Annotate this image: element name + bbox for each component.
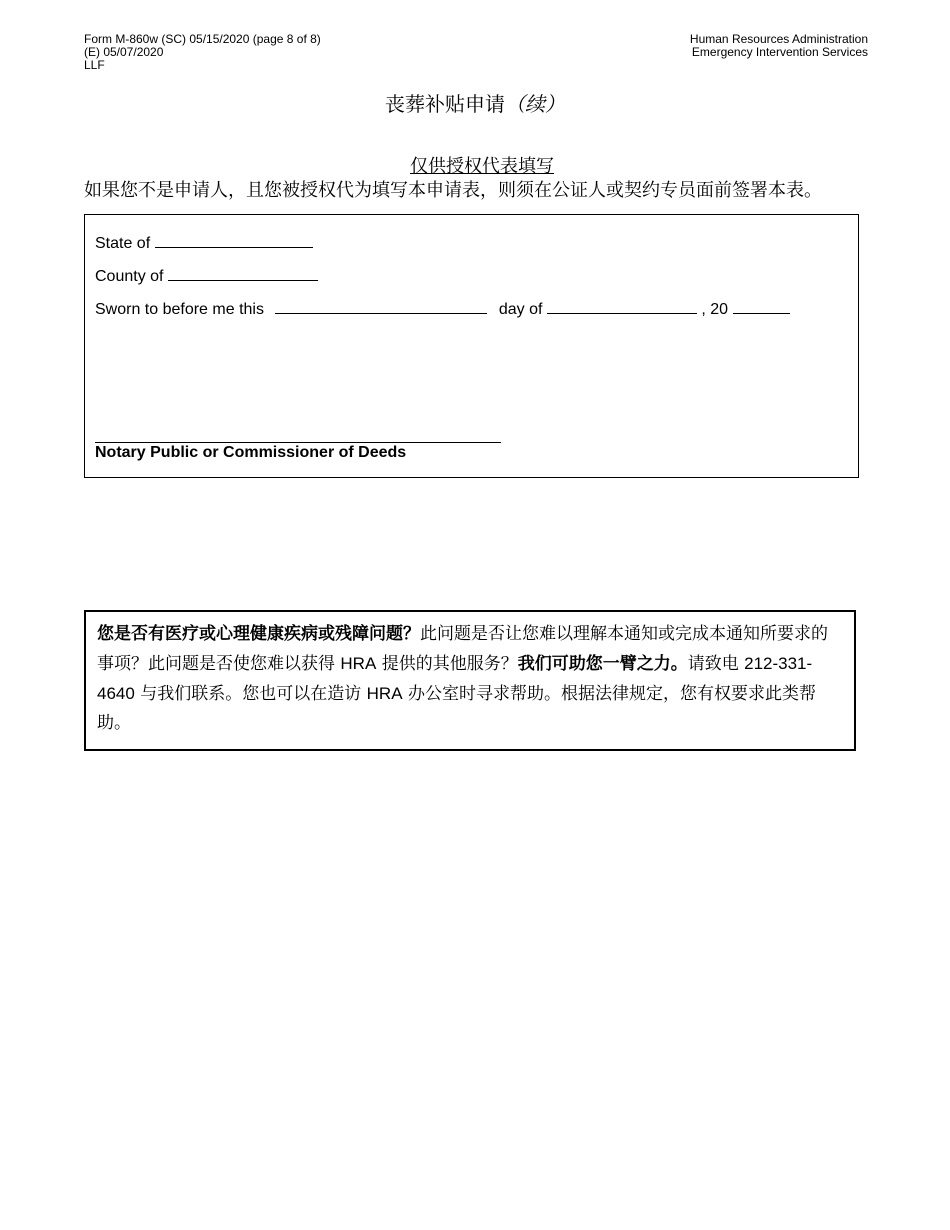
county-field[interactable] [168, 266, 318, 281]
year-prefix: , 20 [701, 301, 729, 318]
help-offer: 我们可助您一臂之力。 [517, 654, 688, 674]
agency-name: Human Resources Administration [689, 32, 868, 46]
instruction-text: 如果您不是申请人，且您被授权代为填写本申请表，则须在公证人或契约专员面前签署本表。 [84, 180, 822, 200]
help-hra-2: HRA [366, 684, 403, 703]
assistance-notice [84, 610, 856, 751]
form-id-block [84, 33, 321, 72]
help-phone: 212-331-4640 [97, 654, 813, 703]
sworn-row [95, 299, 790, 319]
state-field[interactable] [155, 233, 313, 248]
month-field[interactable] [547, 299, 697, 314]
help-hra-1: HRA [340, 654, 377, 673]
county-row [95, 266, 318, 286]
form-english-date: (E) 05/07/2020 [84, 45, 164, 59]
county-label: County of [95, 268, 164, 285]
signature-line[interactable] [95, 442, 501, 443]
agency-block [690, 33, 868, 59]
sworn-label: Sworn to before me this [95, 301, 264, 318]
title-continued: （续） [505, 92, 565, 116]
help-text-1: 此问题是否让您难以理解本通知或完成本通知所要求的事项？此问题是否使您难以获得 [97, 624, 828, 674]
section-subtitle: 仅供授权代表填写 [410, 156, 554, 176]
state-label: State of [95, 235, 151, 252]
year-field[interactable] [733, 299, 790, 314]
notary-section [84, 214, 859, 478]
form-code: LLF [84, 58, 105, 72]
help-text-5: 办公室时寻求帮助。根据法律规定，您有权要求此类帮助。 [97, 684, 816, 733]
signature-label: Notary Public or Commissioner of Deeds [95, 444, 407, 461]
sworn-day-field[interactable] [275, 299, 487, 314]
help-text-2: 提供的其他服务？ [376, 654, 518, 674]
help-text-4: 与我们联系。您也可以在造访 [134, 684, 367, 704]
day-of-label: day of [498, 301, 543, 318]
title-main: 丧葬补贴申请 [385, 94, 505, 116]
form-number: Form M-860w (SC) 05/15/2020 (page 8 of 8) [84, 32, 321, 46]
page-title [0, 88, 950, 117]
help-text-3: 请致电 [687, 654, 745, 674]
help-question: 您是否有医疗或心理健康疾病或残障问题？ [97, 624, 420, 644]
state-row [95, 233, 313, 253]
agency-division: Emergency Intervention Services [691, 45, 868, 59]
